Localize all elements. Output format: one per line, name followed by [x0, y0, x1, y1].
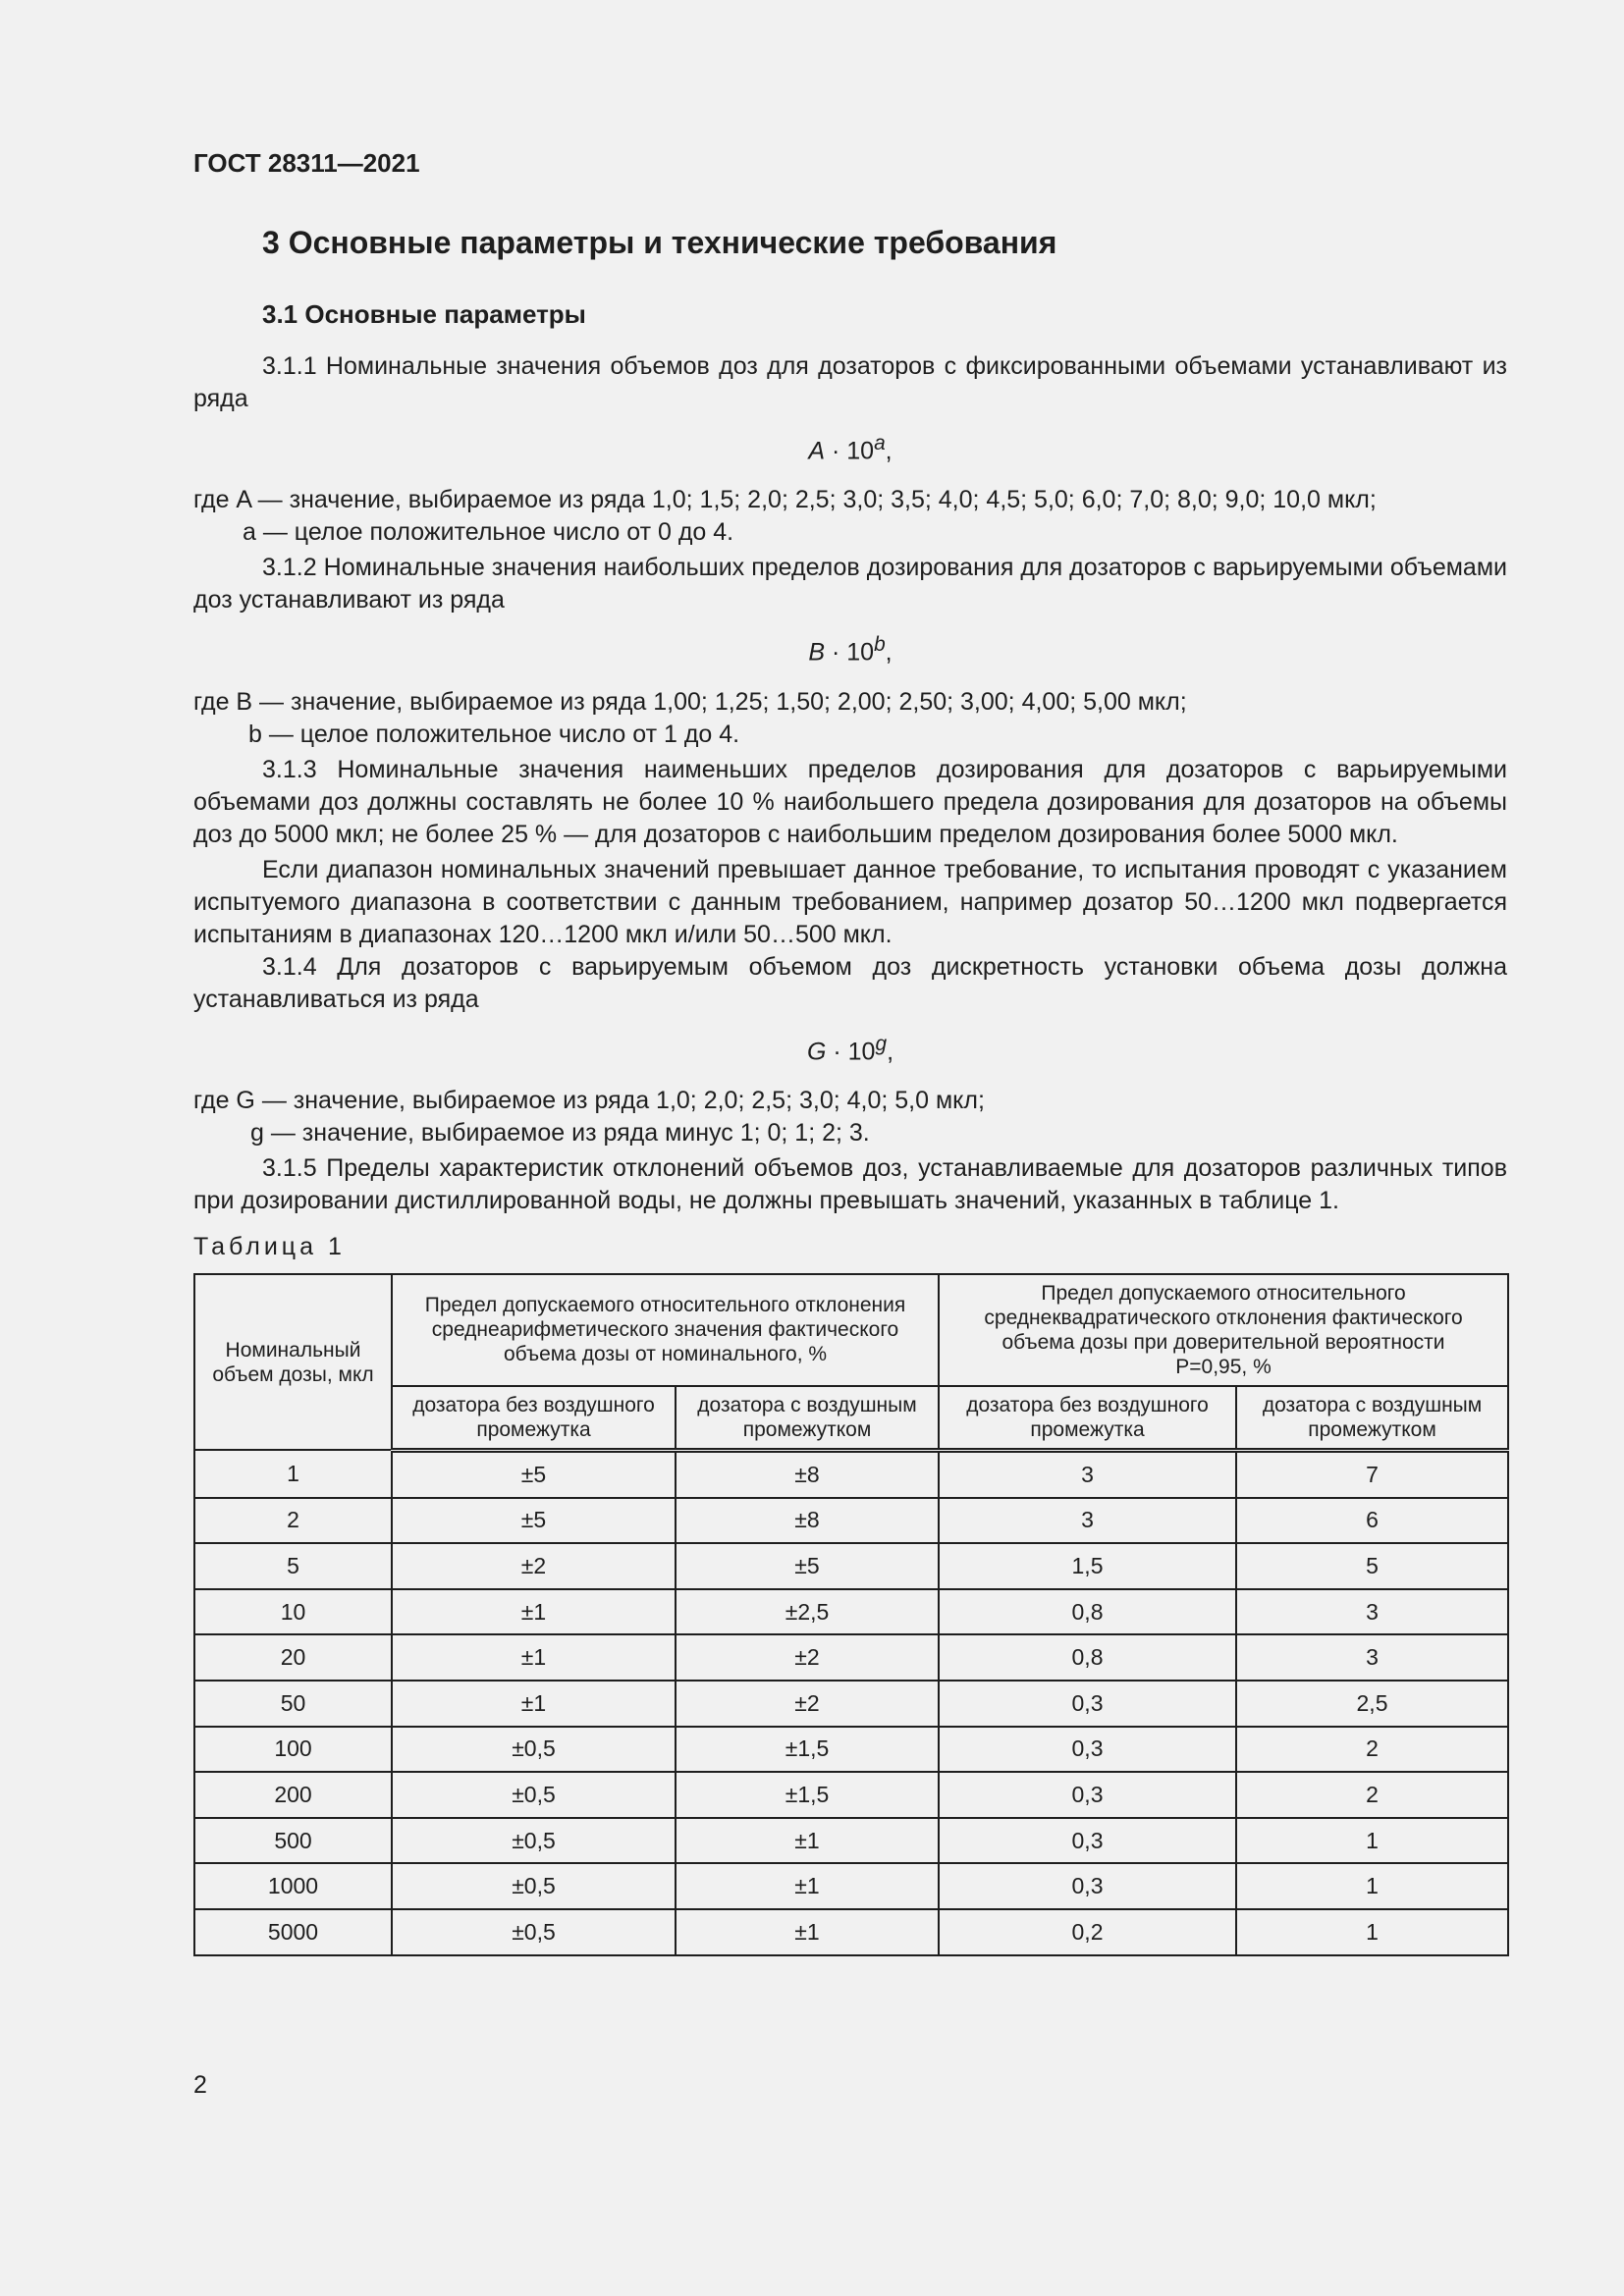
table-cell: ±1	[392, 1634, 676, 1681]
table-cell: ±2	[676, 1681, 939, 1727]
table-cell: 0,3	[939, 1818, 1236, 1864]
clause-3-1-4: 3.1.4 Для дозаторов с варьируемым объемом доз дискретность установки объема дозы должна устанавливаться из ряда	[193, 952, 1507, 1013]
table-cell: 3	[939, 1498, 1236, 1544]
table-row	[194, 1634, 1508, 1681]
table-cell: 5000	[194, 1909, 392, 1955]
table-row	[194, 1727, 1508, 1773]
table-cell: ±5	[392, 1450, 676, 1497]
table-cell: 0,3	[939, 1727, 1236, 1773]
table-cell: ±2	[676, 1634, 939, 1681]
where-b-line: где B — значение, выбираемое из ряда 1,00; 1,25; 1,50; 2,00; 2,50; 3,00; 4,00; 5,00 мкл;	[193, 687, 1187, 716]
table-row	[194, 1772, 1508, 1818]
table-row	[194, 1450, 1508, 1497]
where-g-exp-line: g — значение, выбираемое из ряда минус 1; 0; 1; 2; 3.	[250, 1118, 870, 1147]
formula-a: $A \cdot 10^a$,	[808, 432, 893, 465]
table-cell: 1,5	[939, 1543, 1236, 1589]
table-cell: 2	[1236, 1727, 1508, 1773]
table-cell: ±5	[392, 1498, 676, 1544]
document-code: ГОСТ 28311—2021	[193, 148, 420, 178]
table-cell: ±1,5	[676, 1727, 939, 1773]
where-a-line: где A — значение, выбираемое из ряда 1,0; 1,5; 2,0; 2,5; 3,0; 3,5; 4,0; 4,5; 5,0; 6,0; 7,0; 8,0; 9,0; 10,0 мкл;	[193, 486, 1377, 514]
clause-3-1-3-note: Если диапазон номинальных значений превышает данное требование, то испытания проводят с указанием испытуемого диапазона в соответствии с данным требованием, например дозатор 50…1200 мкл подвергается испытаниям в диапазонах 120…1200 мкл и/или 50…500 мкл.	[193, 855, 1507, 948]
table-cell: 500	[194, 1818, 392, 1864]
table-cell: 1	[1236, 1909, 1508, 1955]
table-cell: ±2,5	[676, 1589, 939, 1635]
table-cell: ±1,5	[676, 1772, 939, 1818]
subsection-title: 3.1 Основные параметры	[262, 299, 586, 329]
table-cell: ±1	[676, 1818, 939, 1864]
table-cell: 5	[194, 1543, 392, 1589]
table-cell: ±8	[676, 1498, 939, 1544]
table-cell: ±0,5	[392, 1909, 676, 1955]
subheader-sd-air: дозатора с воздушным промежутком	[1236, 1386, 1508, 1451]
table-cell: 7	[1236, 1450, 1508, 1497]
table-cell: 2	[1236, 1772, 1508, 1818]
table-cell: ±0,5	[392, 1772, 676, 1818]
table-row	[194, 1818, 1508, 1864]
table-cell: 0,3	[939, 1681, 1236, 1727]
tolerance-table	[193, 1273, 1509, 1956]
table-cell: 3	[1236, 1589, 1508, 1635]
table-cell: 20	[194, 1634, 392, 1681]
table-cell: 10	[194, 1589, 392, 1635]
where-a-exp-line: a — целое положительное число от 0 до 4.	[243, 518, 734, 547]
table-cell: 1	[194, 1450, 392, 1497]
table-cell: 5	[1236, 1543, 1508, 1589]
formula-g: $G \cdot 10^g$,	[806, 1032, 894, 1065]
clause-3-1-1: 3.1.1 Номинальные значения объемов доз для дозаторов с фиксированными объемами устанавливают из ряда	[193, 352, 1507, 412]
table-cell: ±5	[676, 1543, 939, 1589]
where-g-line: где G — значение, выбираемое из ряда 1,0; 2,0; 2,5; 3,0; 4,0; 5,0 мкл;	[193, 1086, 985, 1114]
header-sd-deviation: Предел допускаемого относительного среднеквадратического отклонения фактического объема дозы при доверительной вероятности P=0,95, %	[939, 1274, 1508, 1386]
table-cell: ±1	[676, 1909, 939, 1955]
table-cell: 0,3	[939, 1863, 1236, 1909]
table-row	[194, 1863, 1508, 1909]
table-cell: 2,5	[1236, 1681, 1508, 1727]
header-nominal-volume: Номинальный объем дозы, мкл	[194, 1274, 392, 1451]
table-caption: Таблица 1	[193, 1232, 346, 1260]
table-cell: 3	[939, 1450, 1236, 1497]
table-cell: ±2	[392, 1543, 676, 1589]
table-cell: 0,8	[939, 1589, 1236, 1635]
table-cell: 6	[1236, 1498, 1508, 1544]
document-page	[193, 147, 1507, 1956]
table-cell: 50	[194, 1681, 392, 1727]
table-cell: ±1	[392, 1681, 676, 1727]
table-cell: ±0,5	[392, 1727, 676, 1773]
subheader-sd-no-air: дозатора без воздушного промежутка	[939, 1386, 1236, 1451]
table-row	[194, 1589, 1508, 1635]
page-number: 2	[193, 2071, 207, 2099]
table-cell: 200	[194, 1772, 392, 1818]
table-row	[194, 1498, 1508, 1544]
table-row	[194, 1681, 1508, 1727]
subheader-mean-air: дозатора с воздушным промежутком	[676, 1386, 939, 1451]
table-cell: ±0,5	[392, 1863, 676, 1909]
table-cell: 0,3	[939, 1772, 1236, 1818]
table-cell: ±8	[676, 1450, 939, 1497]
table-cell: 1000	[194, 1863, 392, 1909]
clause-3-1-3: 3.1.3 Номинальные значения наименьших пределов дозирования для дозаторов с варьируемыми объемами доз должны составлять не более 10 % наибольшего предела дозирования для дозаторов на объемы доз до 5000 мкл; не более 25 % — для дозаторов с наибольшим пределом дозирования более 5000 мкл.	[193, 755, 1507, 848]
table-cell: 0,8	[939, 1634, 1236, 1681]
table-cell: 2	[194, 1498, 392, 1544]
table-cell: 1	[1236, 1818, 1508, 1864]
table-cell: ±1	[676, 1863, 939, 1909]
table-row	[194, 1909, 1508, 1955]
table-cell: ±1	[392, 1589, 676, 1635]
table-body	[194, 1450, 1508, 1954]
table-cell: 1	[1236, 1863, 1508, 1909]
section-title: 3 Основные параметры и технические требования	[262, 225, 1057, 260]
formula-b: $B \cdot 10^b$,	[808, 633, 893, 667]
table-row	[194, 1543, 1508, 1589]
table-cell: 100	[194, 1727, 392, 1773]
header-mean-deviation: Предел допускаемого относительного отклонения среднеарифметического значения фактического объема дозы от номинального, %	[392, 1274, 939, 1386]
table-cell: ±0,5	[392, 1818, 676, 1864]
subheader-mean-no-air: дозатора без воздушного промежутка	[392, 1386, 676, 1451]
clause-3-1-2: 3.1.2 Номинальные значения наибольших пределов дозирования для дозаторов с варьируемыми объемами доз устанавливают из ряда	[193, 554, 1507, 614]
where-b-exp-line: b — целое положительное число от 1 до 4.	[248, 720, 740, 748]
table-cell: 3	[1236, 1634, 1508, 1681]
clause-3-1-5: 3.1.5 Пределы характеристик отклонений объемов доз, устанавливаемые для дозаторов различных типов при дозировании дистиллированной воды, не должны превышать значений, указанных в таблице 1.	[193, 1153, 1507, 1214]
header-sd-probability: P=0,95, %	[1175, 1355, 1272, 1378]
table-cell: 0,2	[939, 1909, 1236, 1955]
